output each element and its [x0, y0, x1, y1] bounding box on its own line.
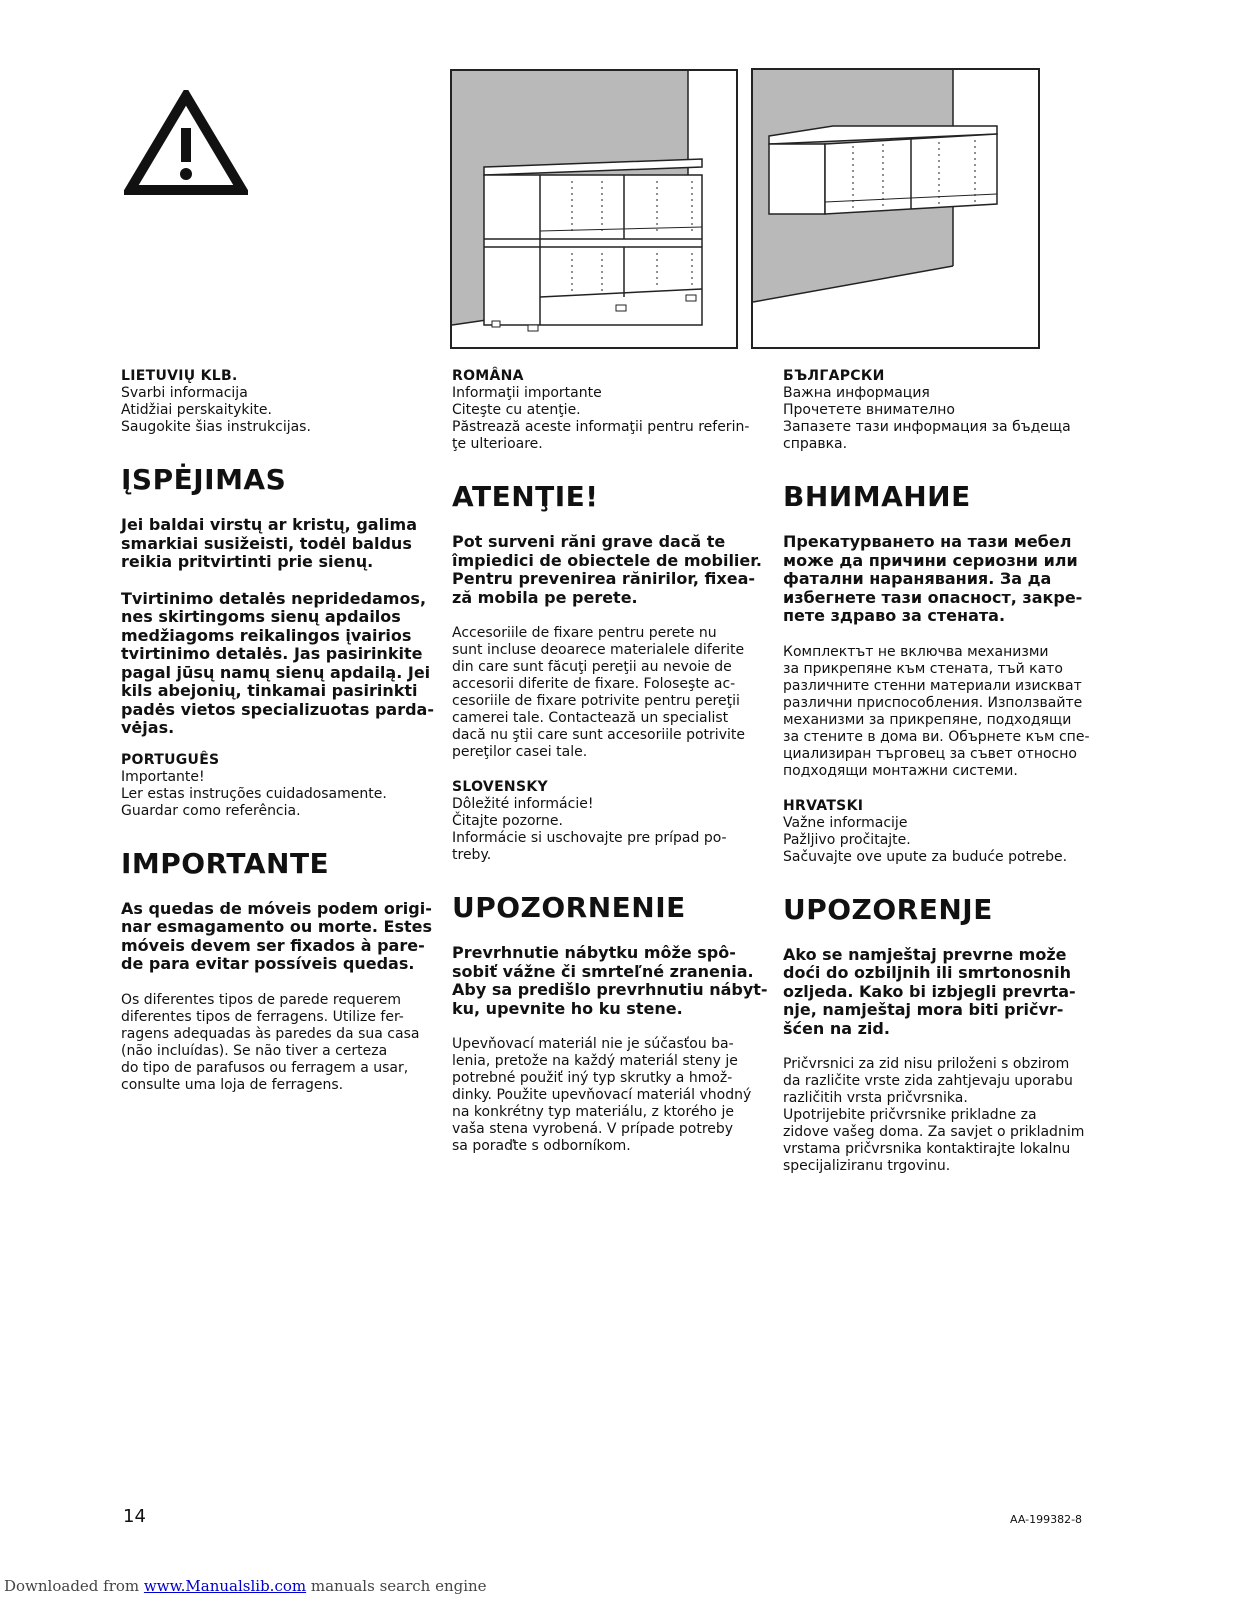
- section-heading: IMPORTANTE: [121, 846, 330, 880]
- section-slovak: [452, 779, 770, 1155]
- section-heading: UPOZORNENIE: [452, 891, 686, 924]
- warning-text: Jei baldai virstų ar kristų, galima smarkiai susižeisti, todėl baldus reikia pritvirtinti prie sienų.: [121, 515, 418, 571]
- intro-line: ţe ulterioare.: [452, 436, 543, 452]
- intro-line: Saugokite šias instrukcijas.: [121, 419, 311, 435]
- section-heading: ĮSPĖJIMAS: [121, 463, 287, 496]
- warning-triangle-icon: [124, 90, 248, 196]
- document-code: AA-199382-8: [1010, 1513, 1083, 1526]
- warning-text: Prevrhnutie nábytku môže spô- sobiť vážne či smrteľné zranenia. Aby sa predišlo prevrhnutiu nábyt- ku, upevnite ho ku stene.: [452, 943, 768, 1018]
- download-prefix: Downloaded from: [4, 1577, 144, 1595]
- intro-line: Pažljivo pročitajte.: [783, 831, 911, 848]
- intro-text: [121, 769, 439, 820]
- language-label: HRVATSKI: [783, 797, 864, 814]
- download-suffix: manuals search engine: [306, 1577, 487, 1595]
- section-portuguese: [121, 752, 439, 1094]
- page-number: 14: [123, 1506, 146, 1527]
- intro-line: Sačuvajte ove upute za buduće potrebe.: [783, 848, 1068, 865]
- column-right: [783, 368, 1101, 1193]
- intro-line: Ler estas instruções cuidadosamente.: [121, 785, 387, 802]
- intro-line: Păstrează aceste informaţii pentru referin-: [452, 419, 750, 435]
- intro-text: [452, 385, 770, 453]
- intro-line: Važne informacije: [783, 814, 908, 831]
- manualslib-link[interactable]: www.Manualslib.com: [143, 1577, 307, 1595]
- intro-line: Прочетете внимателно: [783, 402, 955, 418]
- fastening-text: Комплектът не включва механизми за прикрепяне към стената, тъй като различните стенни материали изискват различни приспособления. Използвайте механизми за прикрепяне, подходящи за стените в дома ви. Обърнете към спе- циализиран търговец за съвет относно подходящи монтажни системи.: [783, 643, 1090, 779]
- illustration-wall-shelf: [751, 68, 1040, 349]
- intro-line: Atidžiai perskaitykite.: [121, 402, 272, 418]
- warning-text: Pot surveni răni grave dacă te împiedici de obiectele de mobilier. Pentru prevenirea rănirilor, fixea- ză mobila pe perete.: [452, 532, 762, 607]
- intro-text: [783, 385, 1101, 453]
- intro-line: справка.: [783, 436, 848, 452]
- intro-line: Informaţii importante: [452, 385, 602, 401]
- language-label: ROMÂNA: [452, 368, 524, 384]
- intro-line: Запазете тази информация за бъдеща: [783, 419, 1071, 435]
- intro-text: [783, 815, 1101, 866]
- intro-line: Čitajte pozorne.: [452, 813, 563, 829]
- section-heading: UPOZORENJE: [783, 892, 993, 926]
- intro-line: Guardar como referência.: [121, 802, 301, 819]
- intro-line: Dôležité informácie!: [452, 796, 594, 812]
- section-romanian: [452, 368, 770, 761]
- language-label: БЪЛГАРСКИ: [783, 368, 885, 384]
- intro-line: Informácie si uschovajte pre prípad po-: [452, 830, 727, 846]
- language-label: LIETUVIŲ KLB.: [121, 368, 238, 384]
- fastening-text: Accesoriile de fixare pentru perete nu sunt incluse deoarece materialele diferite din care sunt făcuţi pereţii au nevoie de accesorii diferite de fixare. Foloseşte ac- cesoriile de fixare potrivite pentru pereţii camerei tale. Contactează un specialist dacă nu ştii care sunt accesoriile potrivite pereţilor casei tale.: [452, 625, 745, 760]
- intro-line: Importante!: [121, 768, 205, 785]
- download-bar: [4, 1577, 487, 1595]
- fastening-text: Tvirtinimo detalės nepridedamos, nes skirtingoms sienų apdailos medžiagoms reikalingos įvairios tvirtinimo detalės. Jas pasirinkite pagal jūsų namų sienų apdailą. Jei kils abejonių, tinkamai pasirinkti padės vietos specializuotas parda- vėjas.: [121, 588, 434, 737]
- wall-shelf-drawing: [753, 70, 1038, 347]
- intro-text: [121, 385, 439, 436]
- illustration-floor-shelf: [450, 69, 738, 349]
- intro-line: treby.: [452, 847, 492, 863]
- warning-text: Ako se namještaj prevrne može doći do ozbiljnih ili smrtonosnih ozljeda. Kako bi izbjegli prevrta- nje, namještaj mora biti pričvr- šćen na zid.: [783, 944, 1076, 1038]
- language-label: PORTUGUÊS: [121, 751, 220, 768]
- language-label: SLOVENSKY: [452, 779, 548, 795]
- floor-shelf-drawing: [452, 71, 736, 347]
- fastening-text: Os diferentes tipos de parede requerem diferentes tipos de ferragens. Utilize fer- ragens adequadas às paredes da sua casa (não incluídas). Se não tiver a certeza do tipo de parafusos ou ferragem a usar, consulte uma loja de ferragens.: [121, 991, 420, 1093]
- section-croatian: [783, 798, 1101, 1176]
- column-middle: [452, 368, 770, 1173]
- intro-line: Важна информация: [783, 385, 930, 401]
- column-left: [121, 368, 439, 1112]
- intro-line: Svarbi informacija: [121, 385, 248, 401]
- section-lithuanian: [121, 368, 439, 738]
- section-heading: ATENŢIE!: [452, 480, 599, 513]
- section-heading: ВНИМАНИЕ: [783, 480, 971, 513]
- fastening-text: Pričvrsnici za zid nisu priloženi s obzirom da različite vrste zida zahtjevaju uporabu različitih vrsta pričvrsnika. Upotrijebite pričvrsnike prikladne za zidove vašeg doma. Za savjet o prikladnim vrstama pričvrsnika kontaktirajte lokalnu specijaliziranu trgovinu.: [783, 1056, 1085, 1174]
- intro-line: Citeşte cu atenţie.: [452, 402, 581, 418]
- section-bulgarian: [783, 368, 1101, 780]
- fastening-text: Upevňovací materiál nie je súčasťou ba- lenia, pretože na každý materiál steny je potrebné použiť iný typ skrutky a hmož- dinky. Použite upevňovací materiál vhodný na konkrétny typ materiálu, z ktorého je vaša stena vyrobená. V prípade potreby sa poraďte s odborníkom.: [452, 1036, 752, 1154]
- warning-text: Прекатурването на тази мебел може да причини сериозни или фатални наранявания. За да избегнете тази опасност, закре- пете здраво за стената.: [783, 532, 1083, 625]
- warning-text: As quedas de móveis podem origi- nar esmagamento ou morte. Estes móveis devem ser fixados à pare- de para evitar possíveis quedas.: [121, 898, 432, 973]
- intro-text: [452, 796, 770, 864]
